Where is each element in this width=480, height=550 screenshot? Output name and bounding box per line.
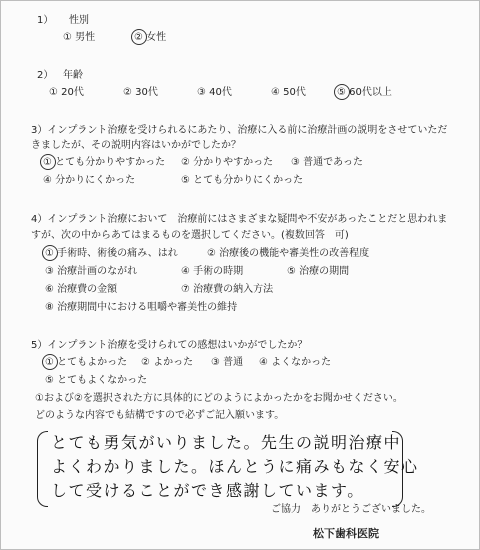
q4-option-4: ④ 手術の時期: [181, 266, 244, 277]
q2-number: 2）: [37, 70, 54, 81]
q5-question: 5）インプラント治療を受けられての感想はいかがでしたか？: [31, 340, 308, 351]
q5-option-4: ④ よくなかった: [259, 357, 332, 368]
q2-title: 年齢: [63, 70, 83, 81]
q1-number: 1）: [37, 15, 54, 26]
q1-option-male: ① 男性: [63, 32, 96, 43]
q5-option-1: ① とてもよかった: [45, 357, 128, 368]
q3-question-line2: きましたが、その説明内容はいかがでしたか？: [31, 140, 241, 151]
q3-option-5: ⑤ とても分かりにくかった: [181, 175, 304, 186]
q3-option-4: ④ 分かりにくかった: [43, 175, 136, 186]
handwritten-answer-line2: よくわかりました。ほんとうに痛みもなく安心: [51, 457, 419, 476]
handwritten-answer-line1: とても勇気がいりました。先生の説明治療中: [51, 433, 402, 452]
handwritten-answer-line3: して受けることができ感謝しています。: [51, 481, 365, 500]
q3-option-2: ② 分かりやすかった: [181, 157, 274, 168]
q4-option-7: ⑦ 治療費の納入方法: [181, 284, 274, 295]
selected-circle-mark: [334, 84, 350, 100]
selected-circle-mark: [131, 29, 147, 45]
thanks-message: ご協力 ありがとうございました。: [271, 504, 431, 515]
q4-option-2: ② 治療後の機能や審美性の改善程度: [207, 248, 370, 259]
q3-option-3: ③ 普通であった: [291, 157, 364, 168]
q4-option-6: ⑥ 治療費の金額: [45, 284, 118, 295]
answer-bracket-left: [37, 431, 48, 507]
q4-question-line1: 4）インプラント治療において 治療前にはさまざまな疑問や不安があったことだと思われま: [31, 214, 448, 225]
q2-option-50s: ④ 50代: [271, 87, 306, 98]
q3-option-1: ① とても分かりやすかった: [43, 157, 166, 168]
q5-option-2: ② よかった: [141, 357, 194, 368]
q4-option-5: ⑤ 治療の期間: [287, 266, 350, 277]
q4-option-3: ③ 治療計画のながれ: [45, 266, 138, 277]
q3-question-line1: 3）インプラント治療を受けられるにあたり、治療に入る前に治療計画の説明をさせていただ: [31, 125, 448, 136]
q2-option-60s-plus: ⑤ 60代以上: [337, 87, 392, 98]
q5-option-5: ⑤ とてもよくなかった: [45, 375, 148, 386]
q2-option-40s: ③ 40代: [197, 87, 232, 98]
selected-circle-mark: [42, 245, 58, 261]
q2-option-20s: ① 20代: [49, 87, 84, 98]
q2-option-30s: ② 30代: [123, 87, 158, 98]
q1-option-female: ② 女性: [134, 32, 167, 43]
selected-circle-mark: [42, 354, 58, 370]
q5-instruction-line1: ①および②を選択された方に具体的にどのようによかったかをお聞かせください。: [35, 393, 403, 404]
q4-option-8: ⑧ 治療期間中における咀嚼や審美性の維持: [45, 302, 238, 313]
q5-instruction-line2: どのような内容でも結構ですので必ずご記入願います。: [35, 410, 285, 421]
clinic-name: 松下歯科医院: [313, 527, 379, 540]
q1-title: 性別: [69, 15, 89, 26]
q5-option-3: ③ 普通: [211, 357, 244, 368]
q4-option-1: ① 手術時、術後の痛み、はれ: [45, 248, 178, 259]
q4-question-line2: すが、次の中からあてはまるものを選択してください。(複数回答 可): [31, 230, 349, 241]
selected-circle-mark: [40, 154, 56, 170]
